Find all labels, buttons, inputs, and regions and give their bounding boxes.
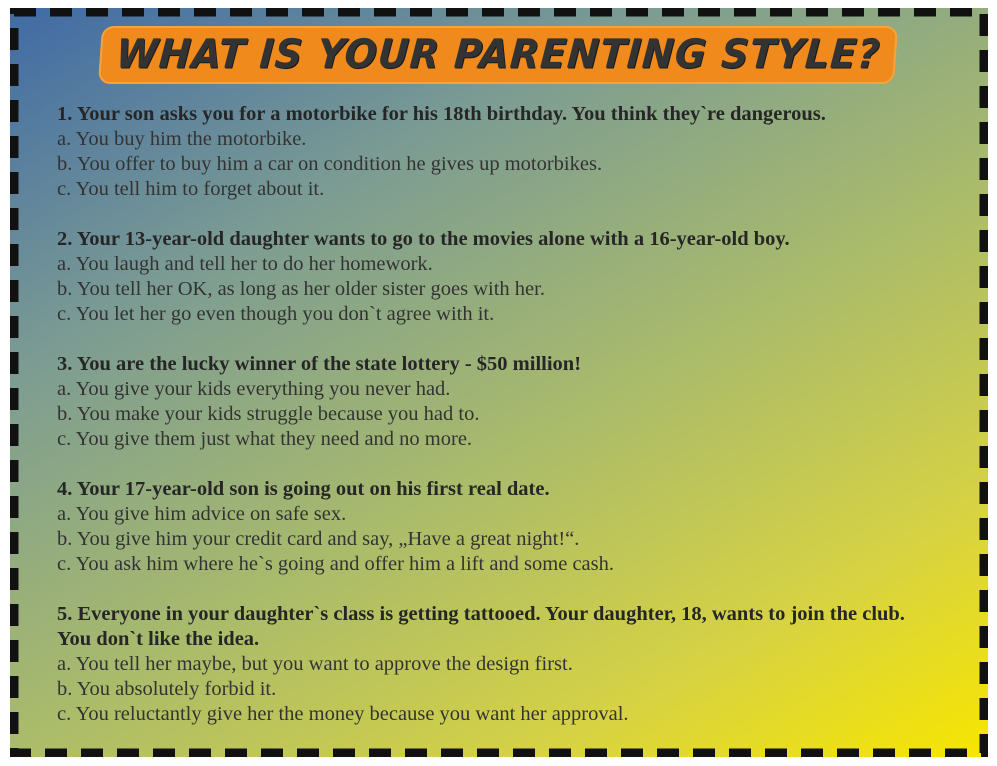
title-badge [100, 28, 896, 82]
question-text: 4. Your 17-year-old son is going out on his first real date. [57, 478, 550, 500]
title-area [0, 28, 997, 82]
answer-option-a: a. You buy him the motorbike. [57, 128, 307, 150]
answer-option-b: b. You absolutely forbid it. [57, 678, 277, 700]
answer-option-c: c. You let her go even though you don`t agree with it. [57, 303, 495, 325]
page-title: WHAT IS YOUR PARENTING STYLE? [114, 30, 883, 78]
answer-option-b: b. You tell her OK, as long as her older sister goes with her. [57, 278, 545, 300]
answer-option-b: b. You make your kids struggle because you had to. [57, 403, 480, 425]
answer-option-a: a. You laugh and tell her to do her homework. [57, 253, 433, 275]
answer-option-b: b. You offer to buy him a car on condition he gives up motorbikes. [57, 153, 603, 175]
question-text: 1. Your son asks you for a motorbike for his 18th birthday. You think they`re dangerous. [57, 103, 826, 125]
question-block-4 [57, 477, 937, 577]
question-block-5 [57, 602, 937, 727]
answer-option-a: a. You give him advice on safe sex. [57, 503, 347, 525]
question-block-3 [57, 352, 937, 452]
answer-option-c: c. You reluctantly give her the money because you want her approval. [57, 703, 629, 725]
question-text: 5. Everyone in your daughter`s class is getting tattooed. Your daughter, 18, wants to join the club. You don`t like the idea. [57, 603, 905, 650]
question-block-2 [57, 227, 937, 327]
question-text: 2. Your 13-year-old daughter wants to go to the movies alone with a 16-year-old boy. [57, 228, 790, 250]
quiz-content [57, 102, 937, 752]
answer-option-c: c. You tell him to forget about it. [57, 178, 325, 200]
answer-option-c: c. You ask him where he`s going and offer him a lift and some cash. [57, 553, 614, 575]
answer-option-a: a. You tell her maybe, but you want to approve the design first. [57, 653, 573, 675]
question-block-1 [57, 102, 937, 202]
answer-option-a: a. You give your kids everything you never had. [57, 378, 451, 400]
question-text: 3. You are the lucky winner of the state lottery - $50 million! [57, 353, 582, 375]
answer-option-c: c. You give them just what they need and no more. [57, 428, 473, 450]
answer-option-b: b. You give him your credit card and say, „Have a great night!“. [57, 528, 580, 550]
